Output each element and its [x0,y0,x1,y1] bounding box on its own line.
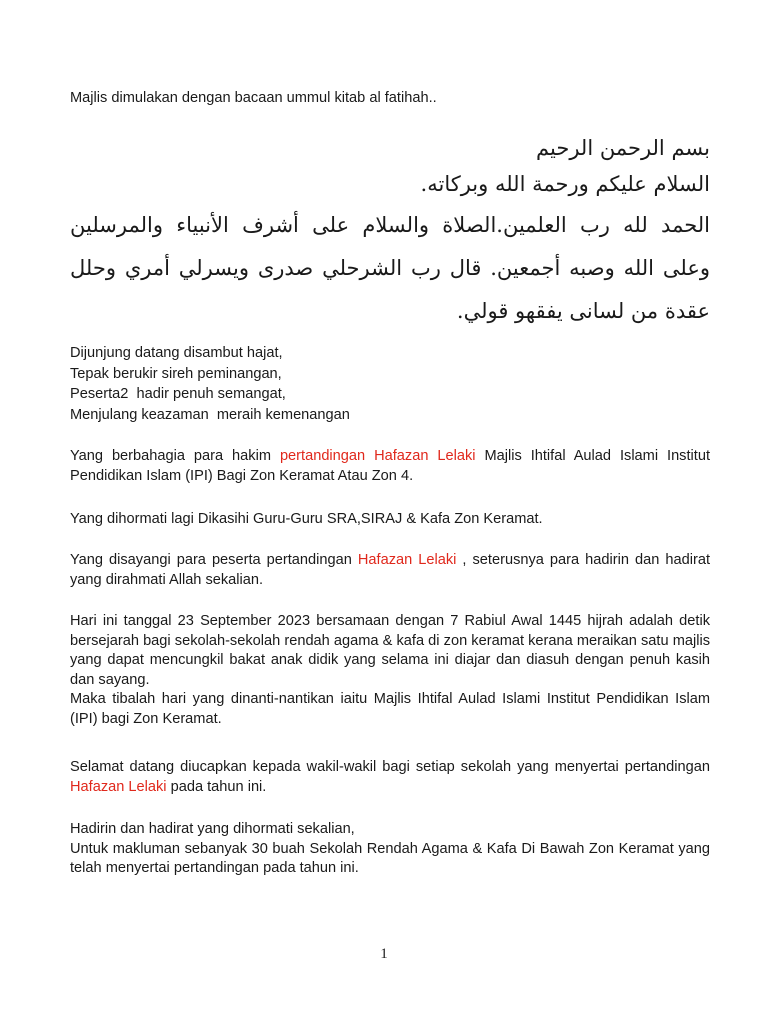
pantun-line: Menjulang keazaman meraih kemenangan [70,406,350,423]
highlight-text: pertandingan Hafazan Lelaki [279,448,476,464]
arabic-basmalah: بسم الرحمن الرحيم [536,136,710,160]
highlight-text: Hafazan Lelaki [357,552,457,568]
pantun-line: Tepak berukir sireh peminangan, [70,365,282,382]
paragraph-tarikh [70,612,710,729]
paragraph-peserta: Yang disayangi para peserta pertandingan Hafazan Lelaki , seterusnya para hadirin dan hadirat yang dirahmati Allah sekalian. [70,552,710,588]
paragraph-selamat-datang: Selamat datang diucapkan kepada wakil-wakil bagi setiap sekolah yang menyertai pertandingan Hafazan Lelaki pada tahun ini. [70,759,710,795]
paragraph-hakim: Yang berbahagia para hakim pertandingan Hafazan Lelaki Majlis Ihtifal Aulad Islami Institut Pendidikan Islam (IPI) Bagi Zon Keramat Atau Zon 4. [70,448,711,484]
paragraph-makluman [70,820,710,879]
paragraph-line: Hadirin dan hadirat yang dihormati sekalian, [70,821,355,837]
paragraph-line: Maka tibalah hari yang dinanti-nantikan iaitu Majlis Ihtifal Aulad Islami Institut Pendidikan Islam (IPI) bagi Zon Keramat. [70,691,710,727]
paragraph-guru: Yang dihormati lagi Dikasihi Guru-Guru SRA,SIRAJ & Kafa Zon Keramat. [70,511,543,527]
opening-line: Majlis dimulakan dengan bacaan ummul kitab al fatihah.. [70,90,437,106]
arabic-salam: السلام عليكم ورحمة الله وبركاته. [420,172,710,196]
paragraph-line: Hari ini tanggal 23 September 2023 bersamaan dengan 7 Rabiul Awal 1445 hijrah adalah detik bersejarah bagi sekolah-sekolah rendah agama & kafa di zon keramat kerana meraikan satu majlis yang dapat mencungkil bakat anak didik yang selama ini diajar dan diasuh dengan penuh kasih dan sayang. [70,613,710,688]
paragraph-line: Untuk makluman sebanyak 30 buah Sekolah Rendah Agama & Kafa Di Bawah Zon Keramat yang telah menyertai pertandingan pada tahun ini. [70,840,710,876]
page-number: 1 [380,946,388,962]
arabic-doa-paragraph: الحمد لله رب العلمين.الصلاة والسلام على أشرف الأنبياء والمرسلين وعلى الله وصبه أجمعين. قال رب الشرحلي صدرى ويسرلي أمري وحلل عقدة من لسانى يفقهو قولي. [70,213,710,323]
pantun-verse [70,343,710,425]
pantun-line: Dijunjung datang disambut hajat, [70,345,283,361]
highlight-text: Hafazan Lelaki [70,778,167,795]
pantun-line: Peserta2 hadir penuh semangat, [70,386,286,402]
